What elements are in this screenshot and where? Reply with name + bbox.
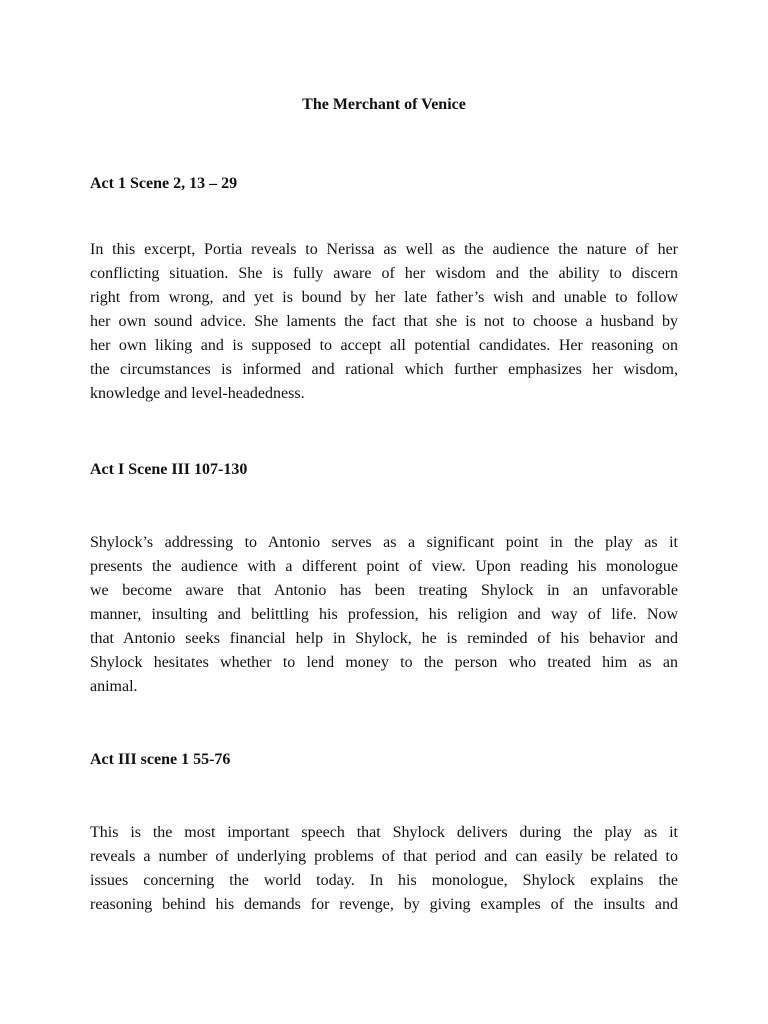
paragraph-line: animal. <box>90 678 138 695</box>
section-paragraph-3 <box>90 821 678 917</box>
paragraph-line: This is the most important speech that Shylock delivers during the play as it <box>90 824 678 841</box>
paragraph-line: In this excerpt, Portia reveals to Nerissa as well as the audience the nature of her <box>90 241 678 258</box>
section-heading-2: Act I Scene III 107-130 <box>90 461 248 478</box>
paragraph-line: we become aware that Antonio has been treating Shylock in an unfavorable <box>90 582 678 599</box>
paragraph-line: her own liking and is supposed to accept all potential candidates. Her reasoning on <box>90 337 678 354</box>
paragraph-line: her own sound advice. She laments the fact that she is not to choose a husband by <box>90 313 678 330</box>
paragraph-line: manner, insulting and belittling his profession, his religion and way of life. Now <box>90 606 678 623</box>
paragraph-line: Shylock hesitates whether to lend money to the person who treated him as an <box>90 654 678 671</box>
paragraph-line: that Antonio seeks financial help in Shylock, he is reminded of his behavior and <box>90 630 678 647</box>
paragraph-line: knowledge and level-headedness. <box>90 385 305 402</box>
paragraph-line: reveals a number of underlying problems of that period and can easily be related to <box>90 848 678 865</box>
paragraph-line: presents the audience with a different point of view. Upon reading his monologue <box>90 558 678 575</box>
paragraph-line: Shylock’s addressing to Antonio serves as a significant point in the play as it <box>90 534 678 551</box>
paragraph-line: right from wrong, and yet is bound by her late father’s wish and unable to follow <box>90 289 678 306</box>
section-heading-1: Act 1 Scene 2, 13 – 29 <box>90 175 238 192</box>
section-paragraph-2 <box>90 531 678 699</box>
paragraph-line: the circumstances is informed and rational which further emphasizes her wisdom, <box>90 361 678 378</box>
paragraph-line: issues concerning the world today. In his monologue, Shylock explains the <box>90 872 678 889</box>
paragraph-line: conflicting situation. She is fully aware of her wisdom and the ability to discern <box>90 265 678 282</box>
paragraph-line: reasoning behind his demands for revenge, by giving examples of the insults and <box>90 896 678 913</box>
document-title: The Merchant of Venice <box>302 96 466 113</box>
section-paragraph-1 <box>90 238 678 406</box>
section-heading-3: Act III scene 1 55-76 <box>90 751 231 768</box>
